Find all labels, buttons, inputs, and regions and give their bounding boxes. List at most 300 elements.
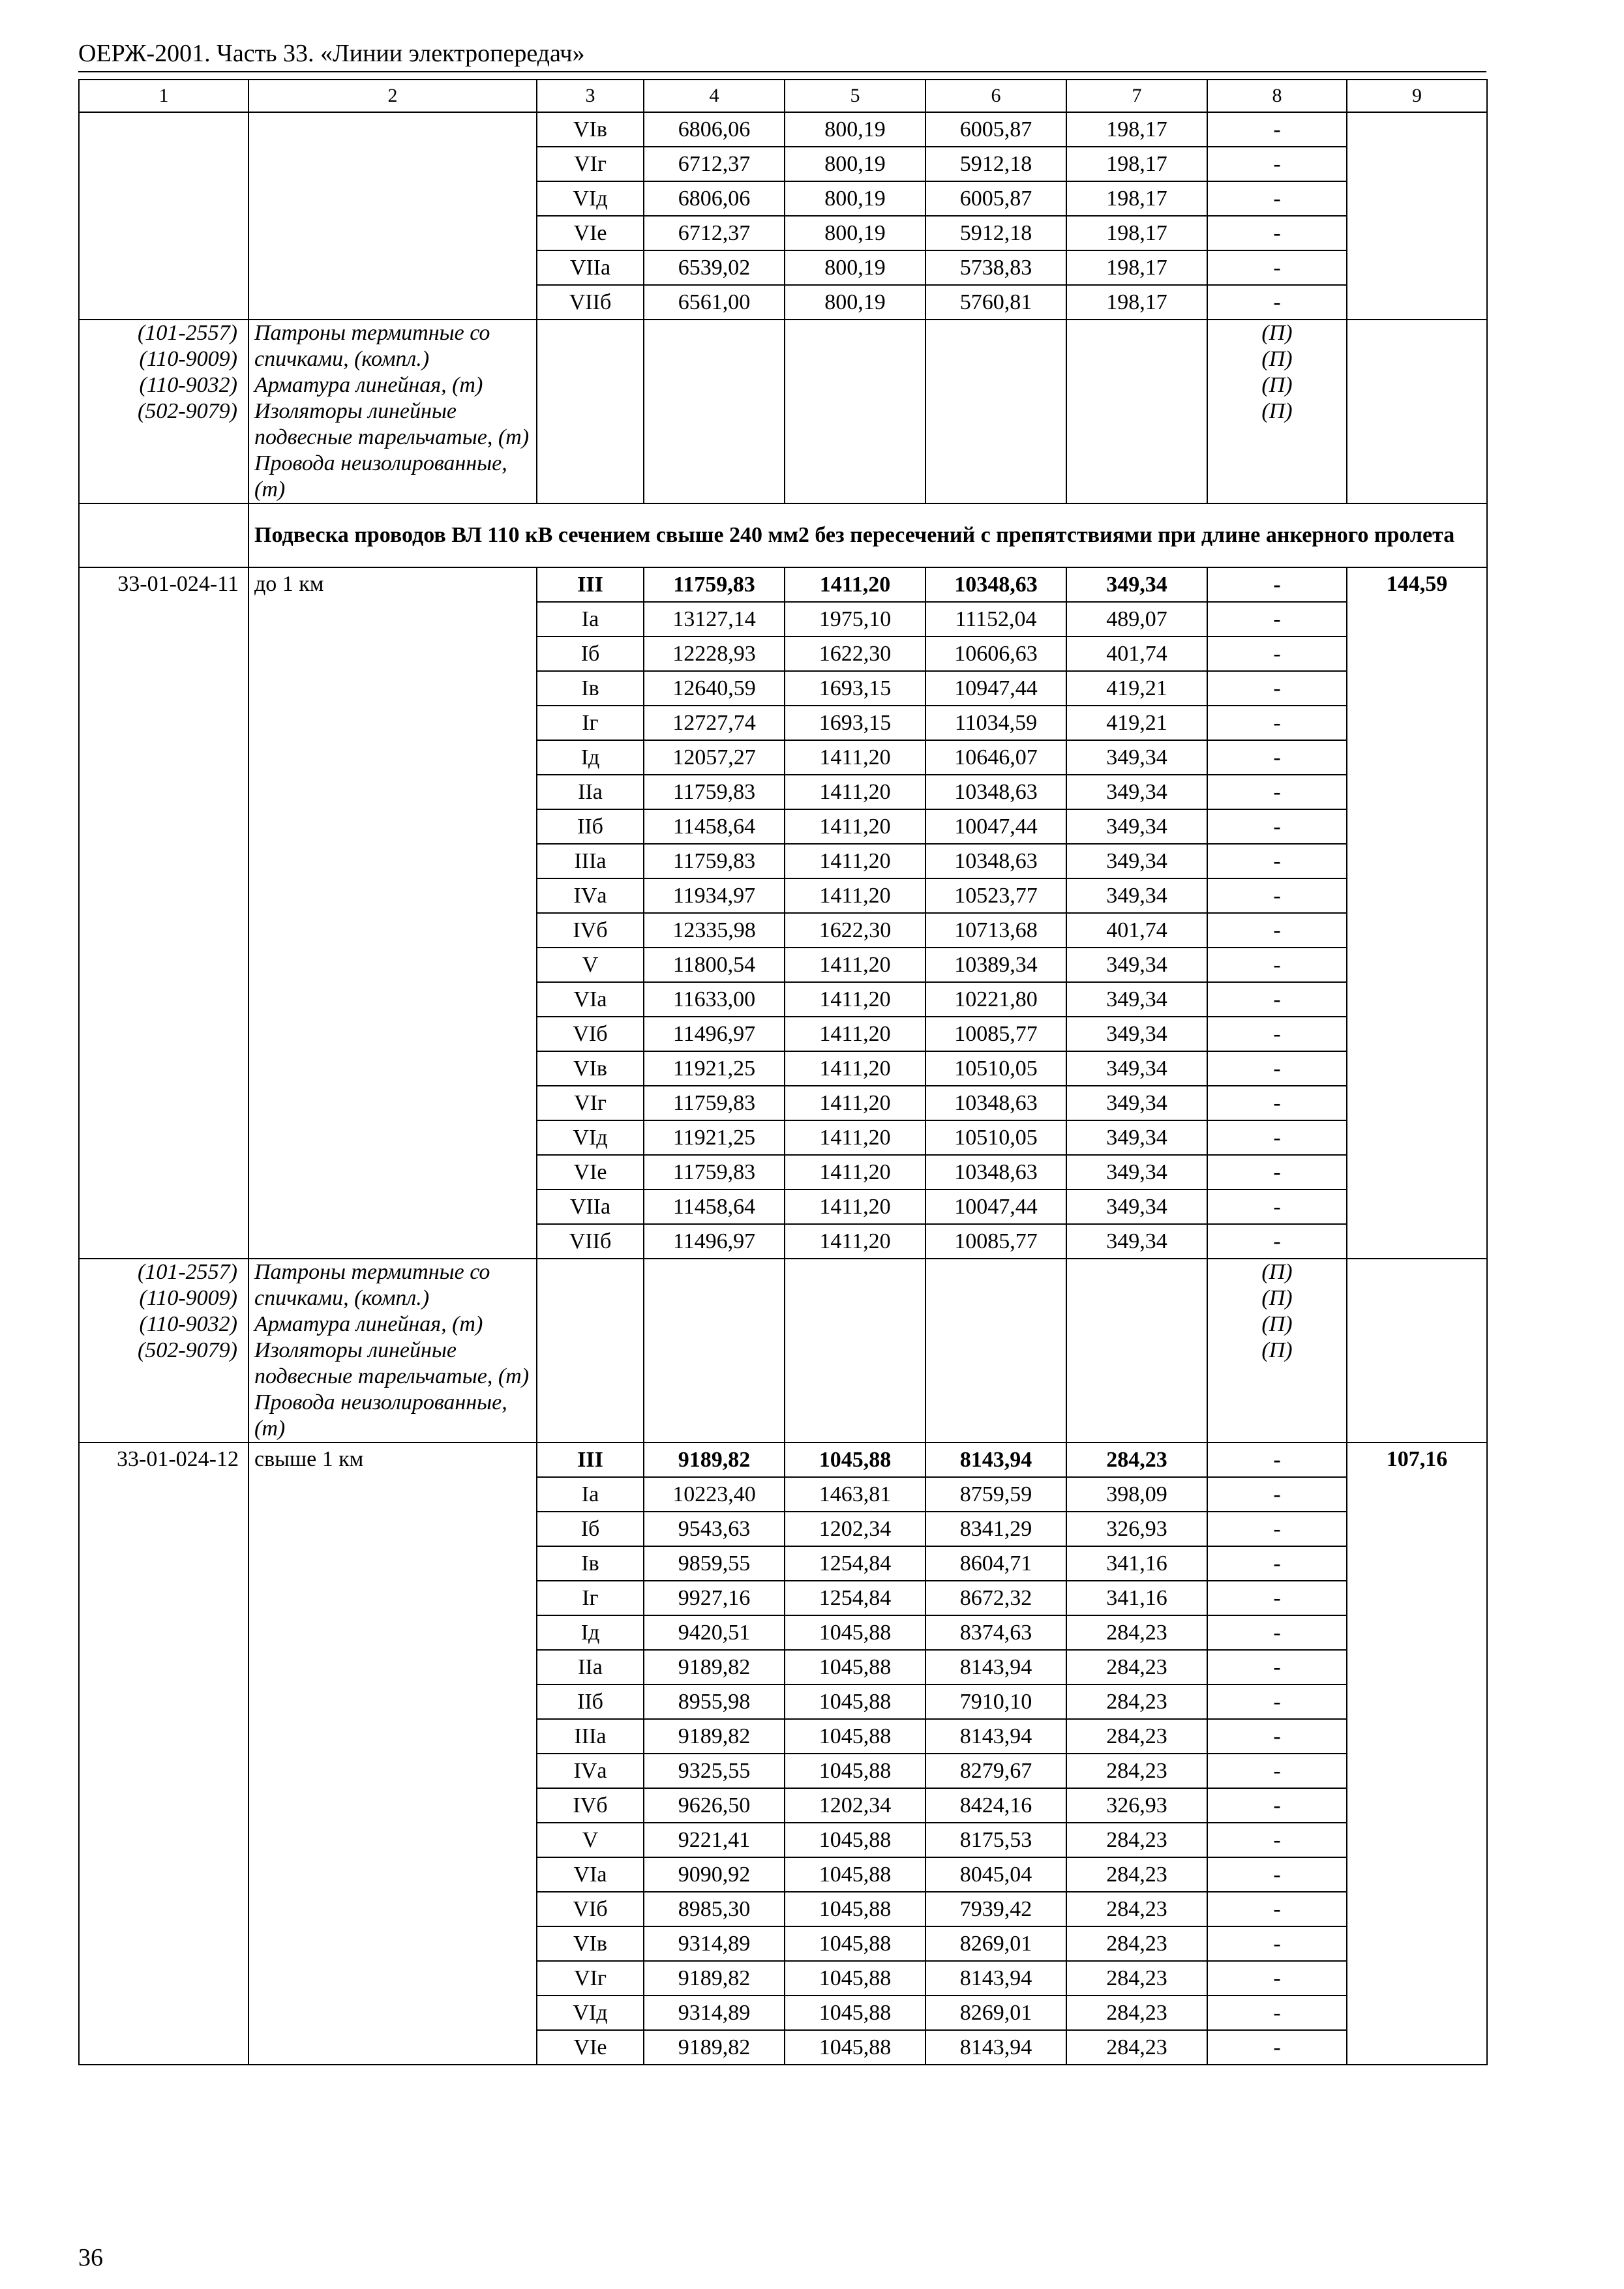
machine-cost-cell: 10510,05 [925,1051,1066,1086]
zone-cell: VIIб [537,285,644,320]
material-mark: (П) [1261,347,1293,371]
empty-cell [644,1259,785,1443]
zone-cell: VIд [537,1996,644,2030]
material-code: (110-9032) [139,1312,237,1336]
materials-cost-cell: - [1207,147,1347,181]
zone-cell: Iа [537,1477,644,1512]
operator-wage-cell: 349,34 [1066,844,1207,878]
material-mark: (П) [1261,1312,1293,1336]
zone-cell: VIе [537,216,644,250]
wage-cell: 1411,20 [785,567,925,602]
materials-cost-cell: - [1207,1581,1347,1615]
total-cost-cell: 9189,82 [644,1961,785,1996]
wage-cell: 800,19 [785,285,925,320]
material-code: (502-9079) [138,399,237,423]
material-code: (101-2557) [138,321,237,345]
materials-cost-cell: - [1207,1996,1347,2030]
material-mark: (П) [1261,399,1293,423]
total-cost-cell: 6712,37 [644,147,785,181]
header-rule [78,71,1486,72]
materials-cost-cell: - [1207,1857,1347,1892]
material-names-cell [248,320,537,503]
operator-wage-cell: 349,34 [1066,740,1207,775]
wage-cell: 1045,88 [785,1615,925,1650]
empty-cell [1066,320,1207,503]
wage-cell: 1045,88 [785,1684,925,1719]
operator-wage-cell: 349,34 [1066,775,1207,809]
materials-cost-cell: - [1207,2030,1347,2065]
wage-cell: 1693,15 [785,706,925,740]
operator-wage-cell: 284,23 [1066,1719,1207,1754]
zone-cell: Iв [537,671,644,706]
material-code: (110-9009) [139,347,237,371]
zone-cell: VIIб [537,1224,644,1259]
wage-cell: 1411,20 [785,809,925,844]
wage-cell: 1411,20 [785,1120,925,1155]
materials-cost-cell: - [1207,1086,1347,1120]
machine-cost-cell: 5912,18 [925,216,1066,250]
zone-cell: VIг [537,147,644,181]
zone-cell: VIд [537,181,644,216]
materials-cost-cell: - [1207,602,1347,636]
materials-cost-cell: - [1207,1961,1347,1996]
machine-cost-cell: 8759,59 [925,1477,1066,1512]
wage-cell: 800,19 [785,250,925,285]
price-row-main [79,1443,1487,1477]
operator-wage-cell: 198,17 [1066,285,1207,320]
zone-cell: VIIа [537,250,644,285]
wage-cell: 1045,88 [785,1926,925,1961]
operator-wage-cell: 349,34 [1066,948,1207,982]
total-cost-cell: 12640,59 [644,671,785,706]
materials-cost-cell: - [1207,1684,1347,1719]
material-mark: (П) [1261,321,1293,345]
total-cost-cell: 11496,97 [644,1017,785,1051]
operator-wage-cell: 198,17 [1066,216,1207,250]
operator-wage-cell: 284,23 [1066,1857,1207,1892]
total-cost-cell: 11934,97 [644,878,785,913]
wage-cell: 1622,30 [785,636,925,671]
wage-cell: 1045,88 [785,1754,925,1788]
wage-cell: 1045,88 [785,1650,925,1684]
total-cost-cell: 8985,30 [644,1892,785,1926]
materials-cost-cell: - [1207,1189,1347,1224]
materials-cost-cell: - [1207,1823,1347,1857]
zone-cell: Iг [537,1581,644,1615]
machine-cost-cell: 8143,94 [925,1961,1066,1996]
total-cost-cell: 9420,51 [644,1615,785,1650]
material-mark: (П) [1261,1338,1293,1362]
machine-cost-cell: 8143,94 [925,1650,1066,1684]
machine-cost-cell: 5760,81 [925,285,1066,320]
zone-cell: III [537,1443,644,1477]
total-cost-cell: 9189,82 [644,1650,785,1684]
operator-wage-cell: 349,34 [1066,1017,1207,1051]
machine-cost-cell: 10646,07 [925,740,1066,775]
total-cost-cell: 12228,93 [644,636,785,671]
empty-cell [785,1259,925,1443]
wage-cell: 1045,88 [785,1719,925,1754]
machine-cost-cell: 8374,63 [925,1615,1066,1650]
wage-cell: 1411,20 [785,1189,925,1224]
materials-cost-cell: - [1207,878,1347,913]
material-code: (101-2557) [138,1260,237,1284]
material-code: (110-9032) [139,373,237,397]
machine-cost-cell: 5738,83 [925,250,1066,285]
wage-cell: 1254,84 [785,1581,925,1615]
wage-cell: 1463,81 [785,1477,925,1512]
price-row [79,112,1487,147]
labor-cell-empty [1347,112,1487,320]
empty-cell [537,320,644,503]
material-name: Арматура линейная, (т) [254,373,483,397]
wage-cell: 1411,20 [785,878,925,913]
machine-cost-cell: 10947,44 [925,671,1066,706]
wage-cell: 1411,20 [785,740,925,775]
materials-cost-cell: - [1207,1120,1347,1155]
empty-cell [1347,1259,1487,1443]
column-number: 1 [79,80,248,112]
operator-wage-cell: 401,74 [1066,913,1207,948]
zone-cell: IIа [537,775,644,809]
machine-cost-cell: 10713,68 [925,913,1066,948]
total-cost-cell: 10223,40 [644,1477,785,1512]
labor-cost-cell: 144,59 [1347,567,1487,1259]
wage-cell: 1411,20 [785,982,925,1017]
wage-cell: 1045,88 [785,1892,925,1926]
total-cost-cell: 11759,83 [644,1086,785,1120]
wage-cell: 1975,10 [785,602,925,636]
materials-cost-cell: - [1207,844,1347,878]
material-marks-cell [1207,320,1347,503]
machine-cost-cell: 10348,63 [925,775,1066,809]
total-cost-cell: 9221,41 [644,1823,785,1857]
machine-cost-cell: 11152,04 [925,602,1066,636]
zone-cell: IVа [537,878,644,913]
operator-wage-cell: 284,23 [1066,1892,1207,1926]
zone-cell: Iб [537,1512,644,1546]
materials-cost-cell: - [1207,1512,1347,1546]
zone-cell: IIIа [537,1719,644,1754]
machine-cost-cell: 10047,44 [925,809,1066,844]
column-number: 6 [925,80,1066,112]
material-mark: (П) [1261,1286,1293,1310]
machine-cost-cell: 8269,01 [925,1996,1066,2030]
zone-cell: VIг [537,1086,644,1120]
operator-wage-cell: 349,34 [1066,1189,1207,1224]
wage-cell: 1045,88 [785,1857,925,1892]
empty-cell [925,1259,1066,1443]
total-cost-cell: 9314,89 [644,1996,785,2030]
operator-wage-cell: 284,23 [1066,1443,1207,1477]
machine-cost-cell: 10523,77 [925,878,1066,913]
total-cost-cell: 9314,89 [644,1926,785,1961]
operator-wage-cell: 349,34 [1066,809,1207,844]
total-cost-cell: 9543,63 [644,1512,785,1546]
total-cost-cell: 9927,16 [644,1581,785,1615]
materials-cost-cell: - [1207,181,1347,216]
machine-cost-cell: 10348,63 [925,1086,1066,1120]
material-code: (110-9009) [139,1286,237,1310]
wage-cell: 1045,88 [785,1996,925,2030]
materials-cost-cell: - [1207,567,1347,602]
machine-cost-cell: 10085,77 [925,1224,1066,1259]
item-code: 33-01-024-12 [79,1443,248,2065]
zone-cell: Iб [537,636,644,671]
total-cost-cell: 12057,27 [644,740,785,775]
total-cost-cell: 6712,37 [644,216,785,250]
total-cost-cell: 9859,55 [644,1546,785,1581]
page-number: 36 [78,2244,103,2271]
column-number: 3 [537,80,644,112]
zone-cell: Iа [537,602,644,636]
wage-cell: 1411,20 [785,844,925,878]
price-table [78,79,1488,2065]
machine-cost-cell: 8341,29 [925,1512,1066,1546]
column-number: 2 [248,80,537,112]
machine-cost-cell: 10606,63 [925,636,1066,671]
zone-cell: IVб [537,913,644,948]
materials-cost-cell: - [1207,671,1347,706]
material-name: Изоляторы линейные подвесные тарельчатые, (т) [254,1338,530,1388]
zone-cell: Iг [537,706,644,740]
wage-cell: 800,19 [785,216,925,250]
materials-cost-cell: - [1207,1892,1347,1926]
materials-cost-cell: - [1207,1477,1347,1512]
materials-cost-cell: - [1207,1926,1347,1961]
price-row-main [79,567,1487,602]
column-number: 8 [1207,80,1347,112]
materials-cost-cell: - [1207,112,1347,147]
materials-cost-cell: - [1207,1615,1347,1650]
materials-cost-cell: - [1207,1443,1347,1477]
wage-cell: 800,19 [785,147,925,181]
machine-cost-cell: 10348,63 [925,567,1066,602]
column-number: 9 [1347,80,1487,112]
operator-wage-cell: 489,07 [1066,602,1207,636]
zone-cell: VIг [537,1961,644,1996]
operator-wage-cell: 419,21 [1066,706,1207,740]
materials-row [79,1259,1487,1443]
wage-cell: 1622,30 [785,913,925,948]
wage-cell: 1045,88 [785,1443,925,1477]
total-cost-cell: 6539,02 [644,250,785,285]
machine-cost-cell: 8279,67 [925,1754,1066,1788]
item-description: свыше 1 км [248,1443,537,2065]
empty-cell [537,1259,644,1443]
machine-cost-cell: 8143,94 [925,2030,1066,2065]
machine-cost-cell: 6005,87 [925,112,1066,147]
zone-cell: IIIа [537,844,644,878]
zone-cell: IIб [537,809,644,844]
machine-cost-cell: 8269,01 [925,1926,1066,1961]
material-name: Провода неизолированные, (т) [254,451,507,501]
materials-cost-cell: - [1207,1051,1347,1086]
empty-cell [925,320,1066,503]
total-cost-cell: 6806,06 [644,181,785,216]
operator-wage-cell: 284,23 [1066,1961,1207,1996]
operator-wage-cell: 326,93 [1066,1788,1207,1823]
total-cost-cell: 11458,64 [644,1189,785,1224]
machine-cost-cell: 10085,77 [925,1017,1066,1051]
wage-cell: 1045,88 [785,1961,925,1996]
machine-cost-cell: 10348,63 [925,1155,1066,1189]
operator-wage-cell: 284,23 [1066,1754,1207,1788]
material-name: Патроны термитные со спичками, (компл.) [254,321,490,371]
materials-cost-cell: - [1207,706,1347,740]
total-cost-cell: 6561,00 [644,285,785,320]
total-cost-cell: 9090,92 [644,1857,785,1892]
wage-cell: 1411,20 [785,1051,925,1086]
zone-cell: Iд [537,1615,644,1650]
zone-cell: V [537,1823,644,1857]
zone-cell: III [537,567,644,602]
machine-cost-cell: 10221,80 [925,982,1066,1017]
materials-cost-cell: - [1207,216,1347,250]
column-number: 7 [1066,80,1207,112]
wage-cell: 1202,34 [785,1788,925,1823]
zone-cell: IVб [537,1788,644,1823]
zone-cell: V [537,948,644,982]
materials-cost-cell: - [1207,1546,1347,1581]
machine-cost-cell: 10389,34 [925,948,1066,982]
materials-cost-cell: - [1207,948,1347,982]
material-name: Изоляторы линейные подвесные тарельчатые, (т) [254,399,530,449]
total-cost-cell: 12727,74 [644,706,785,740]
total-cost-cell: 9626,50 [644,1788,785,1823]
operator-wage-cell: 326,93 [1066,1512,1207,1546]
materials-cost-cell: - [1207,1788,1347,1823]
machine-cost-cell: 8604,71 [925,1546,1066,1581]
wage-cell: 1254,84 [785,1546,925,1581]
materials-cost-cell: - [1207,1155,1347,1189]
zone-cell: VIв [537,112,644,147]
materials-cost-cell: - [1207,636,1347,671]
machine-cost-cell: 10047,44 [925,1189,1066,1224]
total-cost-cell: 11759,83 [644,1155,785,1189]
operator-wage-cell: 284,23 [1066,1926,1207,1961]
total-cost-cell: 11458,64 [644,809,785,844]
total-cost-cell: 9189,82 [644,2030,785,2065]
machine-cost-cell: 5912,18 [925,147,1066,181]
operator-wage-cell: 419,21 [1066,671,1207,706]
zone-cell: VIб [537,1892,644,1926]
material-codes-cell [79,1259,248,1443]
materials-cost-cell: - [1207,1754,1347,1788]
materials-cost-cell: - [1207,1650,1347,1684]
total-cost-cell: 9189,82 [644,1443,785,1477]
materials-cost-cell: - [1207,775,1347,809]
zone-cell: VIв [537,1051,644,1086]
item-description: до 1 км [248,567,537,1259]
total-cost-cell: 11496,97 [644,1224,785,1259]
column-number: 5 [785,80,925,112]
machine-cost-cell: 10510,05 [925,1120,1066,1155]
column-number-row [79,80,1487,112]
operator-wage-cell: 284,23 [1066,1684,1207,1719]
materials-cost-cell: - [1207,1719,1347,1754]
wage-cell: 1411,20 [785,1017,925,1051]
total-cost-cell: 8955,98 [644,1684,785,1719]
wage-cell: 1045,88 [785,2030,925,2065]
operator-wage-cell: 349,34 [1066,878,1207,913]
machine-cost-cell: 8045,04 [925,1857,1066,1892]
operator-wage-cell: 349,34 [1066,1155,1207,1189]
operator-wage-cell: 349,34 [1066,1120,1207,1155]
zone-cell: Iв [537,1546,644,1581]
material-names-cell [248,1259,537,1443]
materials-cost-cell: - [1207,913,1347,948]
material-name: Арматура линейная, (т) [254,1312,483,1336]
empty-cell [1066,1259,1207,1443]
wage-cell: 1045,88 [785,1823,925,1857]
operator-wage-cell: 401,74 [1066,636,1207,671]
total-cost-cell: 6806,06 [644,112,785,147]
operator-wage-cell: 349,34 [1066,982,1207,1017]
machine-cost-cell: 8143,94 [925,1443,1066,1477]
wage-cell: 800,19 [785,112,925,147]
zone-cell: VIв [537,1926,644,1961]
operator-wage-cell: 284,23 [1066,1650,1207,1684]
total-cost-cell: 11921,25 [644,1051,785,1086]
operator-wage-cell: 398,09 [1066,1477,1207,1512]
zone-cell: VIе [537,2030,644,2065]
operator-wage-cell: 349,34 [1066,567,1207,602]
wage-cell: 1411,20 [785,1155,925,1189]
wage-cell: 1411,20 [785,1086,925,1120]
operator-wage-cell: 284,23 [1066,1615,1207,1650]
total-cost-cell: 11759,83 [644,567,785,602]
materials-row [79,320,1487,503]
empty-cell [79,503,248,567]
machine-cost-cell: 11034,59 [925,706,1066,740]
zone-cell: Iд [537,740,644,775]
total-cost-cell: 11633,00 [644,982,785,1017]
materials-cost-cell: - [1207,740,1347,775]
material-codes-cell [79,320,248,503]
wage-cell: 1411,20 [785,948,925,982]
item-code: 33-01-024-11 [79,567,248,1259]
operator-wage-cell: 349,34 [1066,1086,1207,1120]
operator-wage-cell: 198,17 [1066,250,1207,285]
wage-cell: 1411,20 [785,1224,925,1259]
wage-cell: 1693,15 [785,671,925,706]
material-mark: (П) [1261,373,1293,397]
total-cost-cell: 9189,82 [644,1719,785,1754]
zone-cell: IIа [537,1650,644,1684]
operator-wage-cell: 341,16 [1066,1581,1207,1615]
total-cost-cell: 12335,98 [644,913,785,948]
machine-cost-cell: 8672,32 [925,1581,1066,1615]
machine-cost-cell: 7910,10 [925,1684,1066,1719]
operator-wage-cell: 284,23 [1066,1823,1207,1857]
operator-wage-cell: 349,34 [1066,1224,1207,1259]
wage-cell: 1411,20 [785,775,925,809]
machine-cost-cell: 8143,94 [925,1719,1066,1754]
machine-cost-cell: 10348,63 [925,844,1066,878]
zone-cell: VIб [537,1017,644,1051]
zone-cell: IVа [537,1754,644,1788]
materials-cost-cell: - [1207,285,1347,320]
code-cell-empty [79,112,248,320]
machine-cost-cell: 7939,42 [925,1892,1066,1926]
column-number: 4 [644,80,785,112]
operator-wage-cell: 341,16 [1066,1546,1207,1581]
zone-cell: VIа [537,1857,644,1892]
desc-cell-empty [248,112,537,320]
materials-cost-cell: - [1207,1224,1347,1259]
empty-cell [1347,320,1487,503]
